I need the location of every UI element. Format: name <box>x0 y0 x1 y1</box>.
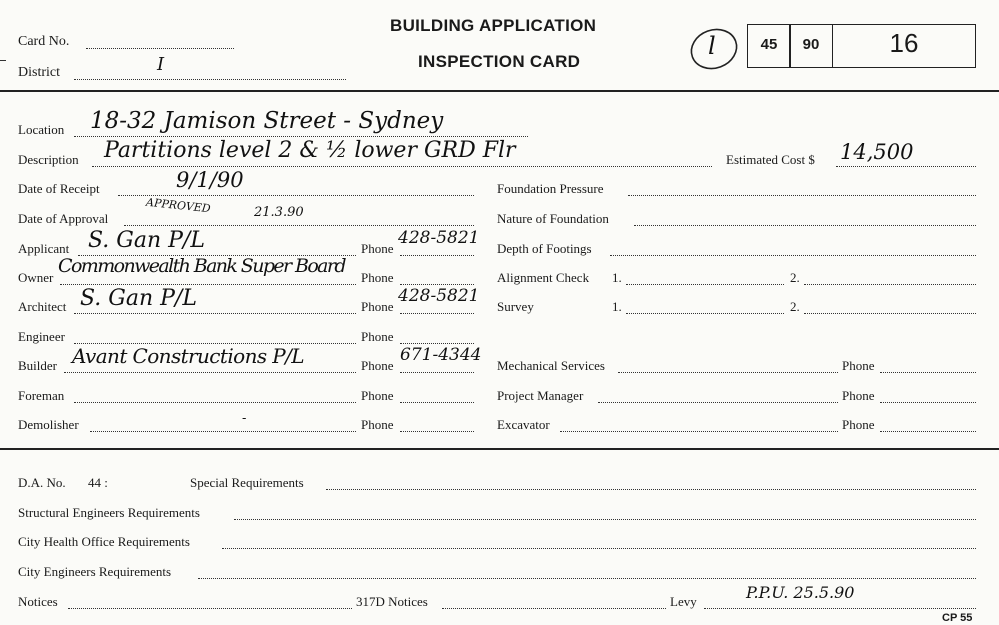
structural-requirements-label: Structural Engineers Requirements <box>18 505 200 520</box>
owner-value: Commonwealth Bank Super Board <box>58 255 345 277</box>
section-divider <box>0 448 999 450</box>
architect-phone-line <box>400 313 474 314</box>
architect-phone-value: 428-5821 <box>398 286 480 306</box>
alignment-check-num-2: 2. <box>790 270 800 285</box>
circled-mark-value: l <box>708 32 716 60</box>
builder-value: Avant Constructions P/L <box>72 344 304 368</box>
excavator-phone-line <box>880 431 976 432</box>
survey-num-2: 2. <box>790 299 800 314</box>
foreman-phone-label: Phone <box>361 388 394 403</box>
project-manager-phone-line <box>880 402 976 403</box>
alignment-check-label: Alignment Check <box>497 270 590 285</box>
alignment-check-line-2 <box>804 284 976 285</box>
owner-phone-label: Phone <box>361 270 394 285</box>
levy-label: Levy <box>670 594 697 609</box>
date-receipt-line <box>118 195 474 196</box>
survey-num-1: 1. <box>612 299 622 314</box>
engineer-label: Engineer <box>18 329 65 344</box>
description-line <box>92 166 712 167</box>
depth-footings-label: Depth of Footings <box>497 241 592 256</box>
city-engineers-label: City Engineers Requirements <box>18 564 172 579</box>
owner-line <box>60 284 356 285</box>
architect-phone-label: Phone <box>361 299 394 314</box>
demolisher-label: Demolisher <box>18 417 79 432</box>
header-divider <box>0 90 999 92</box>
alignment-check-num-1: 1. <box>612 270 622 285</box>
foundation-pressure-label: Foundation Pressure <box>497 181 604 196</box>
estimated-cost-value: 14,500 <box>840 140 914 164</box>
architect-label: Architect <box>18 299 67 314</box>
applicant-label: Applicant <box>18 241 70 256</box>
owner-phone-line <box>400 284 474 285</box>
applicant-value: S. Gan P/L <box>88 228 205 253</box>
builder-label: Builder <box>18 358 57 373</box>
description-label: Description <box>18 152 79 167</box>
box-c-value: 16 <box>889 28 919 58</box>
card-no-line <box>86 48 234 49</box>
date-receipt-label: Date of Receipt <box>18 181 100 196</box>
nature-foundation-label: Nature of Foundation <box>497 211 609 226</box>
builder-phone-line <box>400 372 474 373</box>
notices-317d-label: 317D Notices <box>356 594 428 609</box>
demolisher-value: - <box>242 411 247 426</box>
excavator-label: Excavator <box>497 417 550 432</box>
district-value: I <box>157 54 165 75</box>
title-line-2: INSPECTION CARD <box>418 52 581 71</box>
structural-requirements-line <box>234 519 976 520</box>
project-manager-label: Project Manager <box>497 388 584 403</box>
district-line <box>74 79 346 80</box>
location-label: Location <box>18 122 65 137</box>
demolisher-line <box>90 431 356 432</box>
architect-value: S. Gan P/L <box>80 286 197 311</box>
da-no-label: D.A. No. <box>18 475 66 490</box>
location-line <box>74 136 528 137</box>
title-line-1: BUILDING APPLICATION <box>390 16 597 35</box>
location-value: 18-32 Jamison Street - Sydney <box>90 108 444 134</box>
project-manager-phone-label: Phone <box>842 388 875 403</box>
notices-line <box>68 608 352 609</box>
da-no-value: 44 : <box>88 475 108 490</box>
builder-phone-label: Phone <box>361 358 394 373</box>
builder-phone-value: 671-4344 <box>400 345 482 365</box>
city-health-label: City Health Office Requirements <box>18 534 190 549</box>
demolisher-phone-label: Phone <box>361 417 394 432</box>
form-code: CP 55 <box>942 612 973 624</box>
special-requirements-line <box>326 489 976 490</box>
city-health-line <box>222 548 976 549</box>
district-label: District <box>18 65 60 80</box>
box-b-value: 90 <box>802 36 820 53</box>
notices-label: Notices <box>18 594 58 609</box>
architect-line <box>74 313 356 314</box>
applicant-phone-line <box>400 255 474 256</box>
margin-tick <box>0 60 6 61</box>
date-approval-value: 21.3.90 <box>254 205 304 220</box>
foreman-line <box>74 402 356 403</box>
levy-line <box>704 608 976 609</box>
applicant-phone-value: 428-5821 <box>398 228 480 248</box>
engineer-phone-label: Phone <box>361 329 394 344</box>
date-approval-stamp: APPROVED <box>145 195 212 216</box>
demolisher-phone-line <box>400 431 474 432</box>
builder-line <box>64 372 356 373</box>
date-approval-line <box>124 225 474 226</box>
foundation-pressure-line <box>628 195 976 196</box>
engineer-phone-line <box>400 343 474 344</box>
estimated-cost-label: Estimated Cost $ <box>726 152 815 167</box>
survey-line-2 <box>804 313 976 314</box>
card-no-label: Card No. <box>18 34 70 49</box>
owner-label: Owner <box>18 270 54 285</box>
excavator-phone-label: Phone <box>842 417 875 432</box>
depth-footings-line <box>610 255 976 256</box>
nature-foundation-line <box>634 225 976 226</box>
project-manager-line <box>598 402 838 403</box>
foreman-label: Foreman <box>18 388 65 403</box>
foreman-phone-line <box>400 402 474 403</box>
notices-317d-line <box>442 608 666 609</box>
levy-value: P.P.U. 25.5.90 <box>746 583 855 602</box>
mechanical-services-line <box>618 372 838 373</box>
description-value: Partitions level 2 & ½ lower GRD Flr <box>104 138 516 163</box>
city-engineers-line <box>198 578 976 579</box>
alignment-check-line-1 <box>626 284 784 285</box>
survey-line-1 <box>626 313 784 314</box>
box-a-value: 45 <box>760 36 778 53</box>
mechanical-phone-line <box>880 372 976 373</box>
estimated-cost-line <box>836 166 976 167</box>
applicant-phone-label: Phone <box>361 241 394 256</box>
date-approval-label: Date of Approval <box>18 211 109 226</box>
mechanical-services-label: Mechanical Services <box>497 358 605 373</box>
excavator-line <box>560 431 838 432</box>
survey-label: Survey <box>497 299 534 314</box>
mechanical-phone-label: Phone <box>842 358 875 373</box>
date-receipt-value: 9/1/90 <box>176 168 244 192</box>
special-requirements-label: Special Requirements <box>190 475 304 490</box>
